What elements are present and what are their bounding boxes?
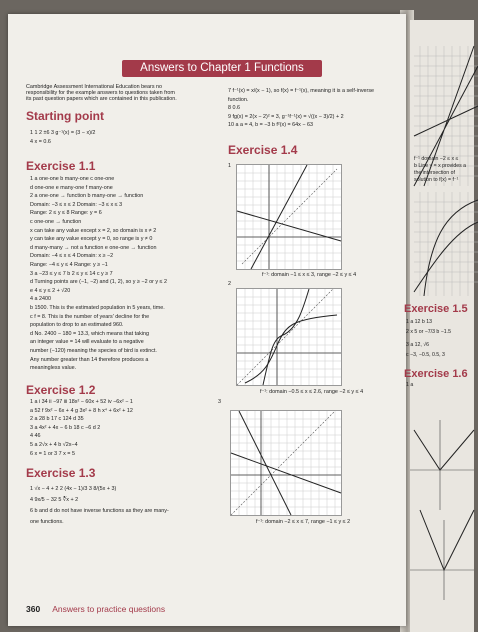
intro-line-2: responsibility for the example answers to questions taken from (26, 90, 175, 96)
answer-line: d No. 2400 − 180 = 13.3, which means that taking (30, 330, 149, 337)
question-number: 2 (228, 281, 231, 287)
footer-title: Answers to practice questions (52, 604, 166, 614)
next-page-line: the intersection of (414, 170, 455, 176)
answer-line: 3 a −23 ≤ y ≤ 7 b 2 ≤ y ≤ 14 c y ≥ 7 (30, 270, 113, 277)
question-number: 3 (218, 399, 221, 405)
page-footer (26, 604, 165, 614)
answer-line: c f = 8. This is the number of years' decline for the (30, 313, 150, 320)
intro-line-3: its past question papers which are contained in this publication. (26, 96, 177, 102)
answer-line: 2 a 28 b 17 c 124 d 35 (30, 416, 84, 423)
next-page-line: b Line y = x provides a (414, 163, 467, 169)
next-page-line: 3 a 12, √6 (406, 342, 430, 348)
answer-line: 5 a 2√x + 4 b √2x−4 (30, 442, 78, 448)
page-number: 360 (26, 604, 41, 614)
answer-line: an integer value = 14 will evaluate to a negative (30, 339, 144, 346)
graph-1-caption: f⁻¹: domain −1 ≤ x ≤ 3, range −2 ≤ y ≤ 4 (262, 272, 357, 278)
graph-2-caption: f⁻¹: domain −0.5 ≤ x ≤ 2.6, range −2 ≤ y ≤ 4 (260, 389, 364, 395)
answer-line: 1 a i 34 ii −97 iii 18x² − 60x + 52 iv −6x² − 1 (30, 399, 133, 405)
graph-axes (231, 411, 341, 515)
answer-line: Range: −4 ≤ y ≤ 4 Range: y ≥ −1 (30, 262, 108, 268)
intro-line-1: Cambridge Assessment International Education bears no (26, 84, 163, 90)
answer-line: 1 √x − 4 + 2 2 (4x − 1)/3 3 8/(5x + 3) (30, 486, 117, 492)
starting-point-line: 4 x = 0.6 (30, 139, 51, 145)
answer-line: population to drop to an estimated 960. (30, 322, 124, 329)
starting-point-heading: Starting point (26, 109, 104, 123)
exercise-1-5-heading: Exercise 1.5 (404, 303, 468, 315)
answer-line: 3 a 4x² + 4x − 6 b 18 c −6 d 2 (30, 424, 101, 431)
answer-line: d Turning points are (−1, −2) and (1, 2), so y ≥ −2 or y ≤ 2 (30, 279, 168, 286)
graph-2-svg (237, 289, 341, 385)
answer-line: number (−120) meaning the species of bird is extinct. (30, 348, 157, 354)
answer-line: 8 0.6 (228, 105, 240, 111)
inverse-curve (237, 211, 341, 241)
graph-1-svg (237, 165, 341, 269)
answer-line: 10 a a = 4, b = −3 b f²(x) = 64x − 63 (228, 122, 313, 128)
answer-line: 4 a 2400 (30, 296, 51, 303)
answer-line: 4 46 (30, 433, 41, 440)
next-page-line: 2 x 5 or −7/3 b −1.5 (406, 329, 451, 335)
answer-line: 9 fg(x) = 2(x − 2)² = 3, g⁻¹f⁻¹(x) = √((x − 3)/2) + 2 (228, 113, 344, 120)
graph-3-svg (231, 411, 341, 515)
answer-line: 7 f⁻¹(x) = x/(x − 1), so f(x) = f⁻¹(x), meaning it is a self-inverse (228, 88, 375, 94)
next-page-line: 1 a 12 b 13 (406, 319, 432, 325)
answer-line: x can take any value except x = 2, so domain is x ≠ 2 (30, 227, 157, 234)
graph-3-caption: f⁻¹: domain −2 ≤ x ≤ 7, range −1 ≤ y ≤ 2 (256, 519, 351, 525)
exercise-1-3-heading: Exercise 1.3 (26, 466, 96, 480)
answer-line: Range: 2 ≤ y ≤ 8 Range: y = 6 (30, 210, 102, 217)
answer-line: meaningless value. (30, 365, 77, 372)
exercise-1-6-heading: Exercise 1.6 (404, 368, 468, 380)
answer-line: one functions. (30, 519, 64, 525)
exercise-1-4-heading: Exercise 1.4 (228, 143, 298, 157)
answer-line: 2 a one-one → function b many-one → function (30, 193, 144, 200)
next-page-graph-bottom (410, 400, 474, 600)
answer-line: d one-one e many-one f many-one (30, 184, 113, 191)
starting-point-line: 1 1 2 ±6 3 g⁻¹(x) = (3 − x)/2 (30, 130, 96, 136)
next-page-line: c −3, −0.5, 0.5, 3 (406, 352, 445, 358)
graph-grid (231, 411, 341, 515)
next-page-line: f⁻¹ domain −2 ≤ x ≤ (414, 156, 459, 162)
exercise-1-2-heading: Exercise 1.2 (26, 383, 96, 397)
next-page-line: solution to f(x) = f⁻¹ (414, 177, 459, 183)
question-number: 1 (228, 163, 231, 169)
chapter-banner: Answers to Chapter 1 Functions (122, 60, 322, 77)
answer-line: 6 b and d do not have inverse functions as they are many- (30, 508, 169, 514)
next-page-graph-middle (414, 192, 478, 302)
answer-line: Domain: −4 ≤ x ≤ 4 Domain: x ≥ −2 (30, 253, 114, 260)
next-page-line: 1 a (406, 382, 414, 388)
next-page (404, 20, 474, 632)
answer-line: Any number greater than 14 therefore produces a (30, 356, 149, 363)
answer-line: a 52 f 9x² − 6x + 4 g 3x² + 8 h x⁴ + 6x² + 12 (30, 407, 133, 414)
answer-line: 6 x = 1 or 3 7 x = 5 (30, 450, 75, 457)
answer-line: 1 a one-one b many-one c one-one (30, 176, 115, 182)
exercise-1-1-heading: Exercise 1.1 (26, 159, 96, 173)
answer-line: y can take any value except y = 0, so range is y ≠ 0 (30, 236, 153, 243)
graph-2 (236, 288, 342, 386)
answer-line: b 1500. This is the estimated population in 5 years, time. (30, 305, 165, 311)
graph-3 (230, 410, 342, 516)
answer-line: e 4 ≤ y ≤ 2 + √20 (30, 287, 71, 294)
function-curve (245, 315, 337, 383)
graph-1 (236, 164, 342, 270)
answer-line: d many-many → not a function e one-one → function (30, 244, 157, 251)
book-page (8, 14, 406, 626)
graph-grid (237, 289, 341, 385)
answer-line: c one-one → function (30, 219, 82, 225)
answer-line: 4 9x/5 − 32 5 ∛x + 2 (30, 497, 79, 503)
answer-line: Domain: −3 ≤ x ≤ 2 Domain: −3 ≤ x ≤ 3 (30, 201, 123, 208)
answer-line: function. (228, 96, 249, 103)
